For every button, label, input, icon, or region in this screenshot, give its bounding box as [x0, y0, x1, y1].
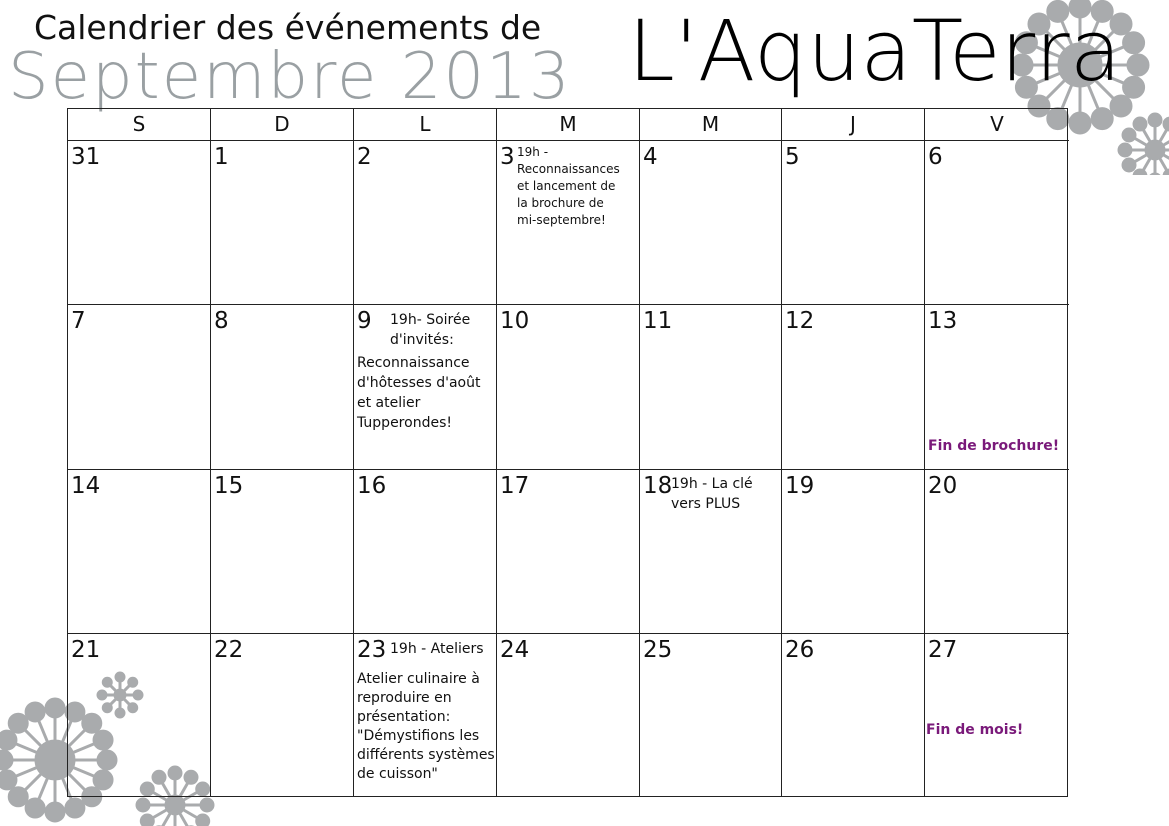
event-text: 19h- Soirée: [390, 312, 471, 328]
day-number: 15: [214, 473, 244, 499]
day-number: 27: [928, 637, 958, 663]
calendar-day-cell: [497, 469, 640, 633]
calendar-day-cell: [211, 140, 354, 304]
calendar-day-cell: [782, 633, 925, 797]
day-number: 6: [928, 144, 943, 170]
event-text: mi-septembre!: [517, 213, 606, 227]
day-number: 20: [928, 473, 958, 499]
calendar-day-cell: [640, 633, 782, 797]
event-text: Fin de brochure!: [928, 438, 1060, 454]
day-number: 21: [71, 637, 101, 663]
calendar-day-cell: [782, 469, 925, 633]
event-text: reproduire en: [357, 690, 452, 706]
event-text: "Démystifions les: [357, 728, 480, 744]
weekday-label: J: [782, 109, 925, 140]
day-number: 14: [71, 473, 101, 499]
day-number: 10: [500, 308, 530, 334]
calendar-day-cell: [354, 633, 497, 797]
calendar-day-cell: [640, 469, 782, 633]
day-number: 8: [214, 308, 229, 334]
calendar-day-cell: [68, 469, 211, 633]
day-number: 18: [643, 473, 673, 499]
calendar-day-cell: [211, 633, 354, 797]
day-number: 7: [71, 308, 86, 334]
event-text: Tupperondes!: [357, 415, 452, 431]
brand-title: L'AquaTerra: [628, 2, 1122, 100]
calendar-day-cell: [68, 304, 211, 469]
month-title: Septembre 2013: [8, 40, 572, 114]
event-text: Reconnaissance: [357, 355, 470, 371]
day-number: 26: [785, 637, 815, 663]
calendar-day-cell: [925, 304, 1069, 469]
weekday-label: L: [354, 109, 497, 140]
event-text: 19h -: [517, 145, 549, 159]
day-number: 13: [928, 308, 958, 334]
weekday-label: M: [640, 109, 782, 140]
day-number: 17: [500, 473, 530, 499]
calendar-day-cell: [640, 140, 782, 304]
day-number: 4: [643, 144, 658, 170]
event-text: 19h - La clé: [671, 476, 753, 492]
calendar-day-cell: [211, 469, 354, 633]
calendar-day-cell: [497, 304, 640, 469]
event-text: Atelier culinaire à: [357, 671, 480, 687]
calendar-day-cell: [68, 633, 211, 797]
day-number: 31: [71, 144, 101, 170]
day-number: 24: [500, 637, 530, 663]
event-text: et lancement de: [517, 179, 616, 193]
page-title: Calendrier des événements de: [34, 8, 542, 47]
calendar-day-cell: [497, 633, 640, 797]
event-text: d'hôtesses d'août: [357, 375, 481, 391]
day-number: 9: [357, 308, 372, 334]
event-text: 19h - Ateliers: [390, 641, 484, 657]
calendar-day-cell: [354, 140, 497, 304]
weekday-header: [68, 109, 1067, 140]
weekday-label: S: [68, 109, 211, 140]
event-text: vers PLUS: [671, 496, 741, 512]
day-number: 2: [357, 144, 372, 170]
weekday-label: M: [497, 109, 640, 140]
calendar-day-cell: [497, 140, 640, 304]
event-text: Reconnaissances: [517, 162, 620, 176]
calendar-day-cell: [925, 140, 1069, 304]
weekday-label: V: [990, 112, 1004, 136]
calendar-day-cell: [640, 304, 782, 469]
event-text: la brochure de: [517, 196, 604, 210]
calendar-day-cell: [354, 304, 497, 469]
event-text: de cuisson": [357, 766, 438, 782]
event-text: et atelier: [357, 395, 421, 411]
weekday-label: D: [211, 109, 354, 140]
event-text: différents systèmes: [357, 747, 495, 763]
day-number: 22: [214, 637, 244, 663]
calendar-day-cell: [782, 304, 925, 469]
calendar-day-cell: [925, 633, 1069, 797]
day-number: 11: [643, 308, 673, 334]
day-number: 25: [643, 637, 673, 663]
event-text: Fin de mois!: [926, 722, 1024, 738]
event-text: d'invités:: [390, 332, 454, 348]
day-number: 5: [785, 144, 800, 170]
calendar-day-cell: [68, 140, 211, 304]
day-number: 23: [357, 637, 387, 663]
day-number: 19: [785, 473, 815, 499]
calendar-day-cell: [782, 140, 925, 304]
day-number: 1: [214, 144, 229, 170]
day-number: 16: [357, 473, 387, 499]
day-number: 12: [785, 308, 815, 334]
day-number: 3: [500, 144, 515, 170]
calendar-day-cell: [925, 469, 1069, 633]
calendar-day-cell: [211, 304, 354, 469]
calendar-grid: [67, 108, 1068, 797]
event-text: présentation:: [357, 709, 451, 725]
calendar-day-cell: [354, 469, 497, 633]
